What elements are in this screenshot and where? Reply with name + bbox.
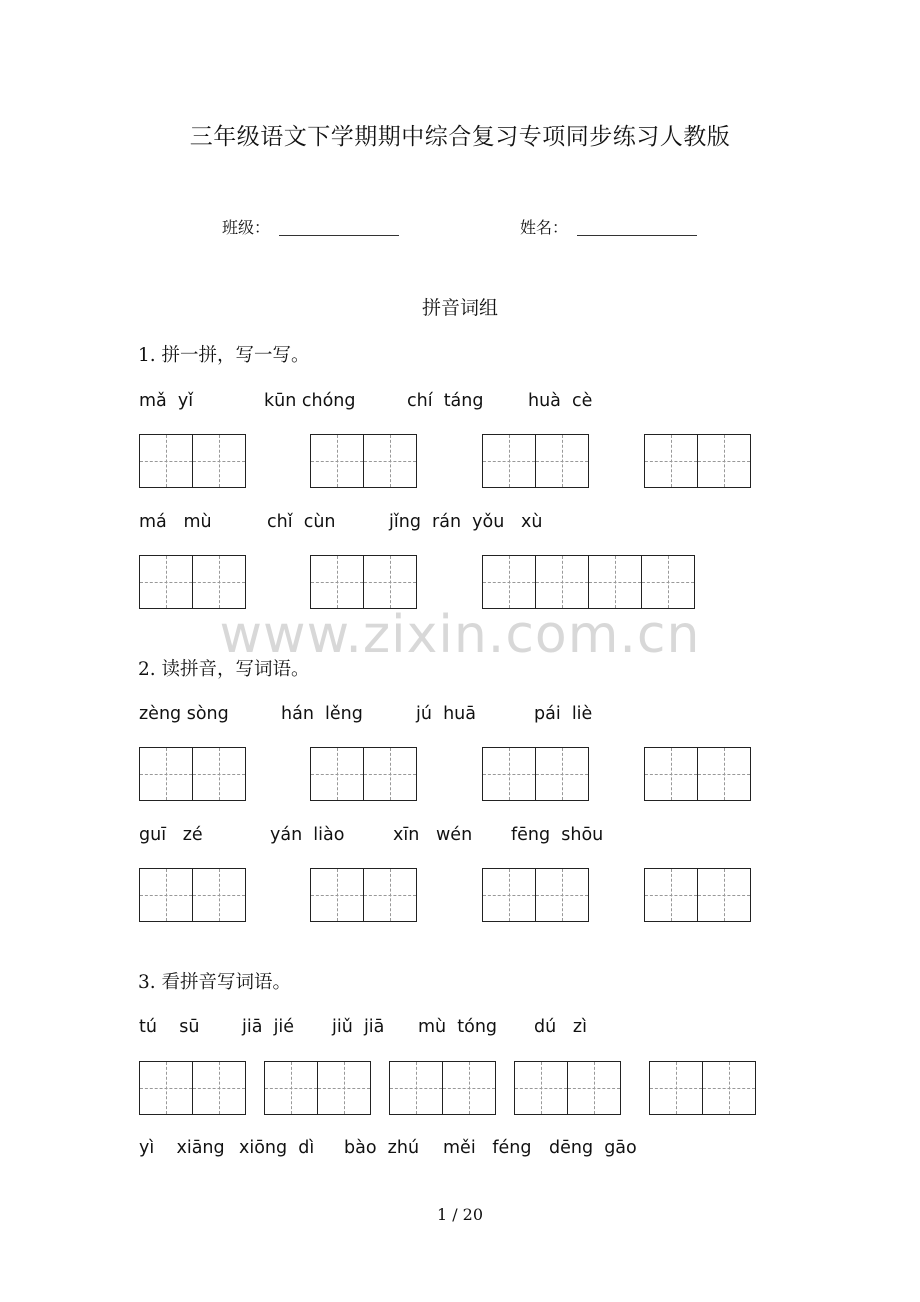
writing-cell[interactable] [192, 868, 246, 922]
writing-cell[interactable] [644, 868, 698, 922]
writing-grid[interactable] [644, 434, 750, 487]
writing-grid[interactable] [310, 747, 416, 800]
writing-cell[interactable] [702, 1061, 756, 1115]
writing-cell[interactable] [139, 434, 193, 488]
pinyin-word: měi féng [443, 1138, 532, 1158]
pinyin-word: jiǔ jiā [332, 1017, 385, 1037]
writing-cell[interactable] [482, 434, 536, 488]
writing-cell[interactable] [363, 555, 417, 609]
writing-cell[interactable] [317, 1061, 371, 1115]
pinyin-word: xiōng dì [239, 1138, 315, 1158]
pinyin-word: mù tóng [418, 1017, 498, 1037]
pinyin-word: má mù [139, 512, 212, 532]
writing-cell[interactable] [442, 1061, 496, 1115]
writing-cell[interactable] [310, 868, 364, 922]
writing-grid[interactable] [644, 747, 750, 800]
pinyin-word: dú zì [534, 1017, 587, 1037]
writing-cell[interactable] [649, 1061, 703, 1115]
writing-grid[interactable] [310, 868, 416, 921]
writing-grid[interactable] [644, 868, 750, 921]
writing-cell[interactable] [363, 868, 417, 922]
page-number: 1 / 20 [436, 1205, 484, 1224]
pinyin-word: hán lěng [281, 704, 363, 724]
writing-cell[interactable] [192, 555, 246, 609]
writing-cell[interactable] [264, 1061, 318, 1115]
writing-cell[interactable] [139, 1061, 193, 1115]
writing-cell[interactable] [535, 747, 589, 801]
writing-grid[interactable] [482, 868, 588, 921]
question-2-heading: 2. 读拼音，写词语。 [138, 659, 310, 680]
writing-grid[interactable] [514, 1061, 620, 1114]
writing-cell[interactable] [482, 555, 536, 609]
question-1-heading: 1. 拼一拼，写一写。 [138, 345, 310, 366]
writing-grid[interactable] [139, 434, 245, 487]
writing-cell[interactable] [697, 434, 751, 488]
pinyin-word: bào zhú [344, 1138, 420, 1158]
writing-grid[interactable] [389, 1061, 495, 1114]
name-label: 姓名： [520, 218, 569, 237]
writing-cell[interactable] [139, 868, 193, 922]
pinyin-word: huà cè [528, 391, 593, 411]
pinyin-word: yán liào [270, 825, 345, 845]
pinyin-word: chí táng [407, 391, 484, 411]
writing-cell[interactable] [567, 1061, 621, 1115]
writing-cell[interactable] [697, 868, 751, 922]
writing-cell[interactable] [389, 1061, 443, 1115]
writing-cell[interactable] [644, 747, 698, 801]
writing-grid[interactable] [482, 555, 694, 608]
writing-grid[interactable] [649, 1061, 755, 1114]
pinyin-word: zèng sòng [139, 704, 229, 724]
writing-cell[interactable] [310, 434, 364, 488]
question-3-heading: 3. 看拼音写词语。 [138, 972, 292, 993]
pinyin-word: xīn wén [393, 825, 473, 845]
writing-cell[interactable] [310, 555, 364, 609]
writing-grid[interactable] [139, 555, 245, 608]
pinyin-word: kūn chóng [264, 391, 356, 411]
pinyin-word: jiā jié [242, 1017, 295, 1037]
writing-cell[interactable] [697, 747, 751, 801]
writing-grid[interactable] [482, 434, 588, 487]
writing-cell[interactable] [535, 868, 589, 922]
pinyin-word: tú sū [139, 1017, 200, 1037]
writing-cell[interactable] [514, 1061, 568, 1115]
pinyin-word: jǐng rán yǒu xù [389, 512, 543, 532]
writing-cell[interactable] [363, 747, 417, 801]
pinyin-word: guī zé [139, 825, 203, 845]
pinyin-word: yì xiāng [139, 1138, 225, 1158]
writing-cell[interactable] [588, 555, 642, 609]
writing-cell[interactable] [139, 555, 193, 609]
writing-cell[interactable] [535, 434, 589, 488]
writing-cell[interactable] [310, 747, 364, 801]
pinyin-word: jú huā [416, 704, 476, 724]
writing-cell[interactable] [363, 434, 417, 488]
writing-grid[interactable] [139, 868, 245, 921]
writing-grid[interactable] [264, 1061, 370, 1114]
pinyin-word: chǐ cùn [267, 512, 336, 532]
pinyin-word: dēng gāo [549, 1138, 637, 1158]
pinyin-word: mǎ yǐ [139, 391, 194, 411]
writing-grid[interactable] [139, 1061, 245, 1114]
writing-grid[interactable] [310, 555, 416, 608]
writing-cell[interactable] [641, 555, 695, 609]
writing-grid[interactable] [310, 434, 416, 487]
class-blank-line[interactable] [279, 235, 399, 236]
section-title: 拼音词组 [421, 297, 498, 319]
pinyin-word: fēng shōu [511, 825, 604, 845]
writing-cell[interactable] [644, 434, 698, 488]
writing-cell[interactable] [482, 747, 536, 801]
writing-cell[interactable] [192, 1061, 246, 1115]
writing-cell[interactable] [192, 434, 246, 488]
name-blank-line[interactable] [577, 235, 697, 236]
writing-grid[interactable] [139, 747, 245, 800]
pinyin-word: pái liè [534, 704, 593, 724]
writing-cell[interactable] [535, 555, 589, 609]
class-label: 班级： [222, 218, 271, 237]
writing-grid[interactable] [482, 747, 588, 800]
document-title: 三年级语文下学期期中综合复习专项同步练习人教版 [189, 124, 731, 150]
writing-cell[interactable] [482, 868, 536, 922]
writing-cell[interactable] [139, 747, 193, 801]
writing-cell[interactable] [192, 747, 246, 801]
watermark: www.zixin.com.cn [219, 605, 701, 665]
